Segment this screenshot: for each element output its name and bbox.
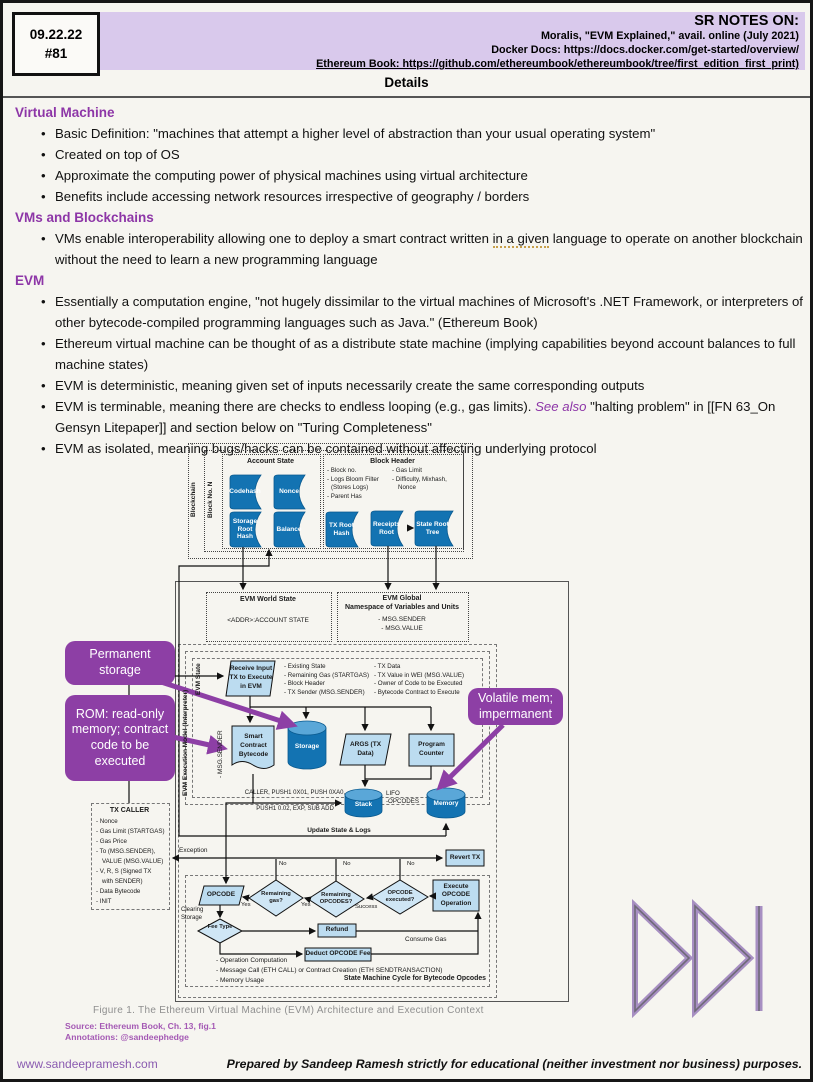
block-header-list-right: - Gas Limit - Difficulty, Mixhash, Nonce — [392, 467, 447, 492]
spellcheck-marked-text: in a given — [492, 231, 550, 246]
cycle-title: State Machine Cycle for Bytecode Opcodes — [343, 975, 486, 982]
evm-architecture-diagram — [63, 435, 571, 1010]
see-also-link[interactable]: See also — [535, 399, 587, 414]
fee-type-diamond: Fee Type — [207, 924, 233, 930]
evm-state-label: EVM State — [195, 663, 202, 695]
section-title-vms-blockchains: VMs and Blockchains — [15, 210, 154, 225]
state-root-tree-shape: State Root Tree — [416, 521, 449, 536]
bullet — [15, 375, 803, 396]
evm-global-item2: - MSG.VALUE — [381, 625, 423, 632]
website-link[interactable]: www.sandeepramesh.com — [17, 1057, 158, 1071]
evm-execution-model-label: EVM Execution Model (Interpreter) — [182, 689, 189, 797]
bullet-text: Ethereum virtual machine can be thought of as a distribute state machine (implying capabilities beyond account balances to full machine states) — [55, 336, 796, 372]
permanent-storage-callout: Permanent storage — [65, 641, 175, 685]
annotations-line: Annotations: @sandeephedge — [65, 1032, 189, 1042]
bullet-text: EVM as isolated, meaning bugs/hacks can be contained without affecting underlying protocol — [55, 441, 597, 456]
notes-body — [15, 102, 803, 459]
reference-3: Ethereum Book: https://github.com/ethereumbook/ethereumbook/tree/first_edition_first_print) — [316, 58, 799, 70]
exception-label: Exception — [179, 847, 208, 854]
memory-cylinder: Memory — [433, 800, 459, 808]
refund-box: Refund — [325, 926, 349, 933]
bullet-text: Approximate the computing power of physical machines using virtual architecture — [55, 168, 528, 183]
evm-global-title2: Namespace of Variables and Units — [345, 604, 459, 611]
clearing-storage-label: Clearing Storage — [181, 907, 204, 921]
account-state-title: Account State — [246, 458, 295, 465]
blockchain-label: Blockchain — [190, 482, 197, 518]
header-title: SR NOTES ON: — [694, 13, 799, 29]
reference-1: Moralis, "EVM Explained," avail. online (July 2021) — [540, 30, 799, 42]
deduct-opcode-fee-box: Deduct OPCODE Fee — [305, 950, 371, 957]
disclaimer-text: Prepared by Sandeep Ramesh strictly for educational (neither investment nor business) purposes. — [226, 1057, 802, 1071]
operation-note-3: - Memory Usage — [216, 977, 265, 984]
opcode-shape: OPCODE — [206, 891, 236, 898]
consume-gas-label: Consume Gas — [405, 936, 447, 943]
rom-callout: ROM: read-only memory; contract code to be executed — [65, 695, 175, 781]
bullet-text: EVM is deterministic, meaning given set of inputs necessarily create the same corresponding outputs — [55, 378, 645, 393]
args-shape: ARGS (TX Data) — [349, 741, 382, 757]
bullet — [15, 186, 803, 207]
bullet — [15, 165, 803, 186]
evm-global-title1: EVM Global — [382, 595, 422, 602]
operation-note-1: - Operation Computation — [216, 957, 288, 964]
remaining-gas-diamond: Remaining gas? — [261, 891, 291, 904]
bullet — [15, 144, 803, 165]
section-title-evm: EVM — [15, 273, 45, 288]
block-header-list-left: - Block no. - Logs Bloom Filter (Stores Logs) - Parent Has — [327, 467, 379, 500]
stack-cylinder: Stack — [354, 801, 373, 809]
no-label-2: No — [343, 861, 351, 867]
bullet-text: Basic Definition: "machines that attempt a higher level of abstraction than your usual operating system" — [55, 126, 656, 141]
yes-label-1: Yes — [241, 902, 251, 908]
evm-global-item1: - MSG.SENDER — [378, 616, 426, 623]
context-list-right: - TX Data - TX Value in WEI (MSG.VALUE) - Owner of Code to be Executed - Bytecode Contract to Execute — [374, 663, 465, 696]
context-list-left: - Existing State - Remaining Gas (STARTGAS) - Block Header - TX Sender (MSG.SENDER) — [284, 663, 370, 696]
execute-opcode-box: Execute OPCODE Operation — [440, 883, 472, 907]
tx-caller-title: TX CALLER — [109, 807, 150, 814]
source-line: Source: Ethereum Book, Ch. 13, fig.1 — [65, 1021, 216, 1031]
opcode-sequence-line2: PUSH1 0.02, EXP, SUB ADD — [256, 806, 334, 812]
bullet-text: Benefits include accessing network resources irrespective of geography / borders — [55, 189, 530, 204]
program-counter-box: Program Counter — [418, 741, 445, 757]
operation-note-2: - Message Call (ETH CALL) or Contract Creation (ETH SENDTRANSACTION) — [216, 967, 443, 974]
note-date: 09.22.22 — [29, 27, 83, 42]
remaining-opcodes-diamond: Remaining OPCODES? — [319, 892, 353, 905]
bullet — [15, 228, 803, 270]
bullet — [15, 291, 803, 333]
opcode-executed-diamond: OPCODE executed? — [385, 890, 415, 903]
receipts-root-shape: Receipts Root — [372, 521, 401, 536]
block-header-title: Block Header — [370, 458, 415, 465]
bullet — [15, 333, 803, 375]
tx-caller-list: - Nonce - Gas Limit (STARTGAS) - Gas Price - To (MSG.SENDER), VALUE (MSG.VALUE) - V, R, S (Signed TX with SENDER) - Data Bytecode - INIT — [96, 818, 165, 905]
bullet-text: language to operate on another blockchain without the need to learn a new programming language — [55, 231, 803, 267]
bullet-text: Essentially a computation engine, "not hugely dissimilar to the virtual machines of Microsoft's .NET Framework, or interpreters of other bytecode-compiled programming languages such as Java." (Ethereum Book) — [55, 294, 803, 330]
opcode-sequence-line1: CALLER, PUSH1 0X01, PUSH 0XA0, — [244, 790, 346, 796]
yes-label-2: Yes — [301, 902, 311, 908]
nonce-shape: Nonce — [279, 488, 299, 496]
update-state-logs-label: Update State & Logs — [307, 827, 371, 834]
bullet-text: EVM is terminable, meaning there are checks to endless looping (e.g., gas limits). — [55, 399, 536, 414]
note-number: #81 — [44, 46, 68, 61]
fast-forward-logo — [623, 893, 773, 1023]
bullet — [15, 123, 803, 144]
evm-world-state-title: EVM World State — [240, 596, 296, 603]
section-title-virtual-machine: Virtual Machine — [15, 105, 115, 120]
no-label-1: No — [279, 861, 287, 867]
storage-cylinder: Storage — [294, 743, 320, 751]
receive-input-shape: Receive Input TX to Execute in EVM — [229, 665, 273, 690]
header-band — [100, 12, 805, 70]
figure-caption: Figure 1. The Ethereum Virtual Machine (EVM) Architecture and Execution Context — [93, 1005, 484, 1016]
details-heading: Details — [3, 75, 810, 98]
tx-root-hash-shape: TX Root Hash — [329, 522, 354, 537]
bullet-text: VMs enable interoperability allowing one to deploy a smart contract written — [55, 231, 493, 246]
msg-sender-label: - MSG.SENDER — [217, 730, 224, 779]
date-box — [12, 12, 100, 76]
evm-world-state-addr: <ADDR>:ACCOUNT STATE — [227, 617, 309, 624]
bullet-text: "halting problem" in [[FN 63_On Gensyn Litepaper]] and section below on "Turing Completeness" — [55, 399, 776, 435]
bullet — [15, 396, 803, 438]
lifo-note: LIFO -OPCODES — [386, 790, 420, 805]
no-label-3: No — [407, 861, 415, 867]
codehash-shape: Codehash — [229, 488, 261, 496]
block-no-label: Block No. N — [207, 481, 214, 519]
smart-contract-bytecode-shape: Smart Contract Bytecode — [238, 733, 269, 758]
storage-root-hash-shape: Storage Root Hash — [232, 518, 258, 541]
balance-shape: Balance — [276, 525, 302, 533]
reference-2: Docker Docs: https://docs.docker.com/get-started/overview/ — [491, 44, 799, 56]
revert-tx-box: Revert TX — [449, 854, 481, 861]
bullet-text: Created on top of OS — [55, 147, 180, 162]
volatile-memory-callout: Volatile mem; impermanent — [468, 688, 563, 725]
success-label: Success — [355, 904, 378, 910]
